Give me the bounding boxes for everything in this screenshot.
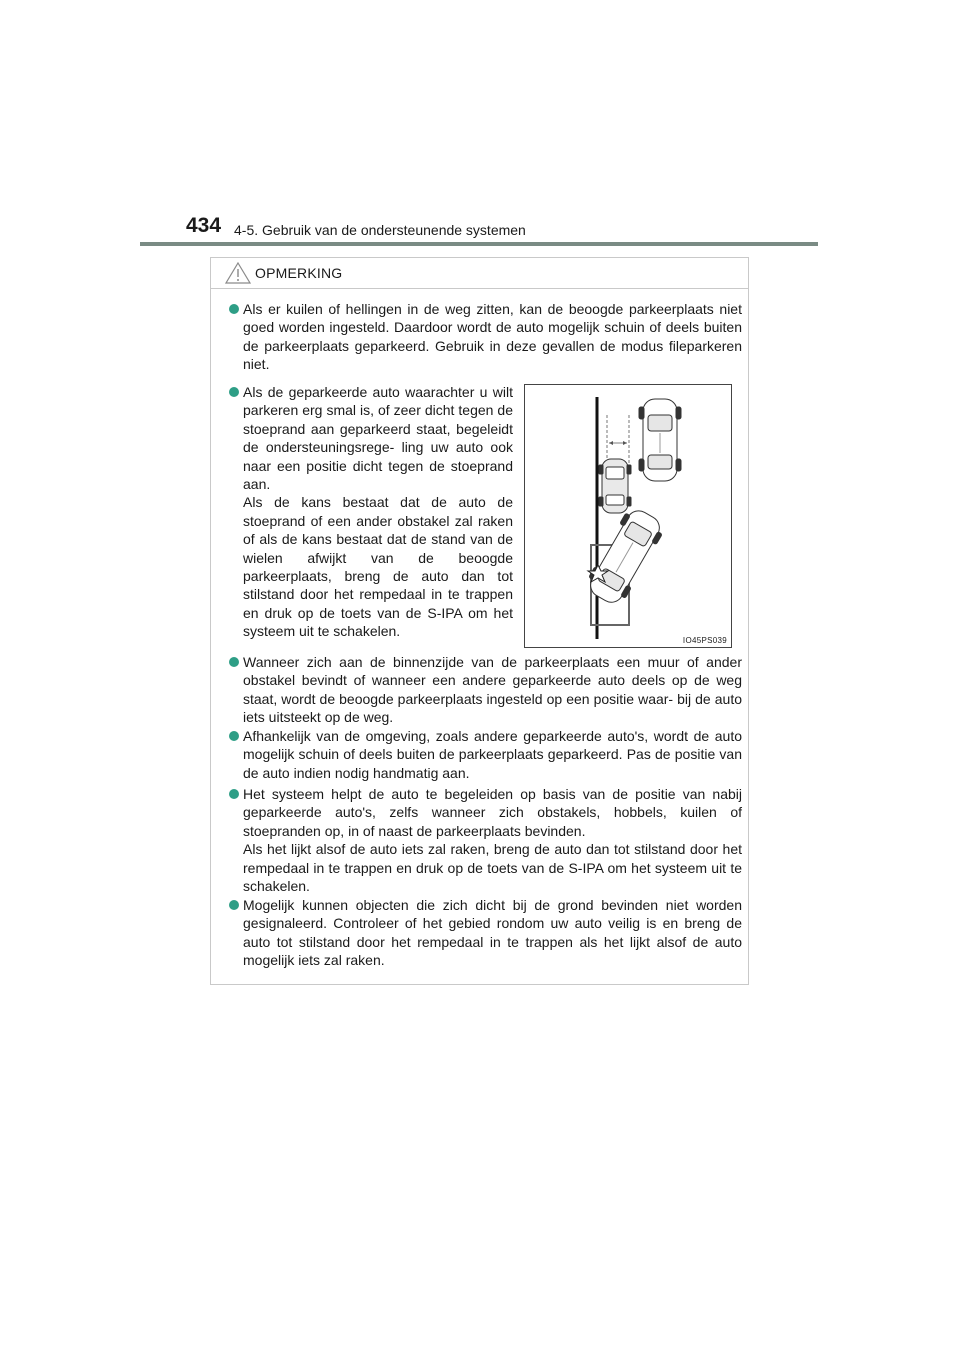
bullet-icon [229,657,239,667]
parked-car-narrow [599,459,631,513]
figure-code: IO45PS039 [682,636,727,645]
parked-car-front [639,399,681,481]
bullet-icon [229,387,239,397]
item-text: Als de geparkeerde auto waarachter u wilt parkeren erg smal is, of zeer dicht tegen de stoeprand aan geparkeerd staat, begeleidt de ondersteuningsrege- ling uw auto ook naar een positie dicht tegen de stoeprand aan. [243,384,513,493]
warning-icon [225,262,251,284]
item-text: Afhankelijk van de omgeving, zoals andere geparkeerde auto's, wordt de auto mogelijk schuin of deels buiten de parkeerplaats geparkeerd. Pas de positie van de auto indien nodig handmatig aan. [243,728,742,781]
item-text-continued: Als het lijkt alsof de auto iets zal raken, breng de auto dan tot stilstand door het rempedaal in te trappen en druk op de toets van de S-IPA om het systeem uit te schakelen. [243,841,742,895]
bullet-icon [229,900,239,910]
parking-illustration [524,384,732,648]
bullet-icon [229,731,239,741]
moving-car [583,504,667,608]
item-text: Mogelijk kunnen objecten die zich dicht bij de grond bevinden niet worden gesignaleerd. Controleer of het gebied rondom uw auto veilig is en breng de auto tot stilstand door het rempedaal in te trappen als het lijkt alsof de auto mogelijk iets zal raken. [243,897,742,969]
bullet-icon [229,789,239,799]
notice-title: OPMERKING [255,265,343,281]
bullet-icon [229,304,239,314]
notice-item [243,653,742,727]
notice-item [243,727,742,782]
parking-diagram [525,385,731,647]
page-number: 434 [186,214,222,237]
notice-item [243,785,742,895]
item-text-continued: Als de kans bestaat dat de auto de stoeprand of een ander obstakel zal raken of als de kans bestaat dat de stand van de wielen afwijkt van de beoogde parkeerplaats, breng de auto dan tot stilstand door het rempedaal in te trappen en druk op de toets van de S-IPA om het systeem uit te schakelen. [243,494,513,640]
notice-item [243,300,742,374]
notice-item [243,896,742,970]
item-text: Het systeem helpt de auto te begeleiden op basis van de positie van nabij geparkeerde auto's, zelfs wanneer zich obstakels, hobbels, kuilen of stoepranden op, in of naast de parkeerplaats bevinden. [243,786,742,839]
item-text: Als er kuilen of hellingen in de weg zitten, kan de beoogde parkeerplaats niet goed worden ingesteld. Daardoor wordt de auto mogelijk schuin of deels buiten de parkeerplaats geparkeerd. Gebruik in deze gevallen de modus fileparkeren niet. [243,301,742,373]
header-rule [140,242,818,246]
item-text: Wanneer zich aan de binnenzijde van de parkeerplaats een muur of ander obstakel bevindt of wanneer een andere geparkeerde auto deels op de weg staat, wordt de beoogde parkeerplaats ingesteld op een positie waar- bij de auto iets uitsteekt op de weg. [243,654,742,726]
running-head: 4-5. Gebruik van de ondersteunende systemen [234,222,526,238]
notice-item [243,383,513,641]
notice-header [211,258,748,289]
